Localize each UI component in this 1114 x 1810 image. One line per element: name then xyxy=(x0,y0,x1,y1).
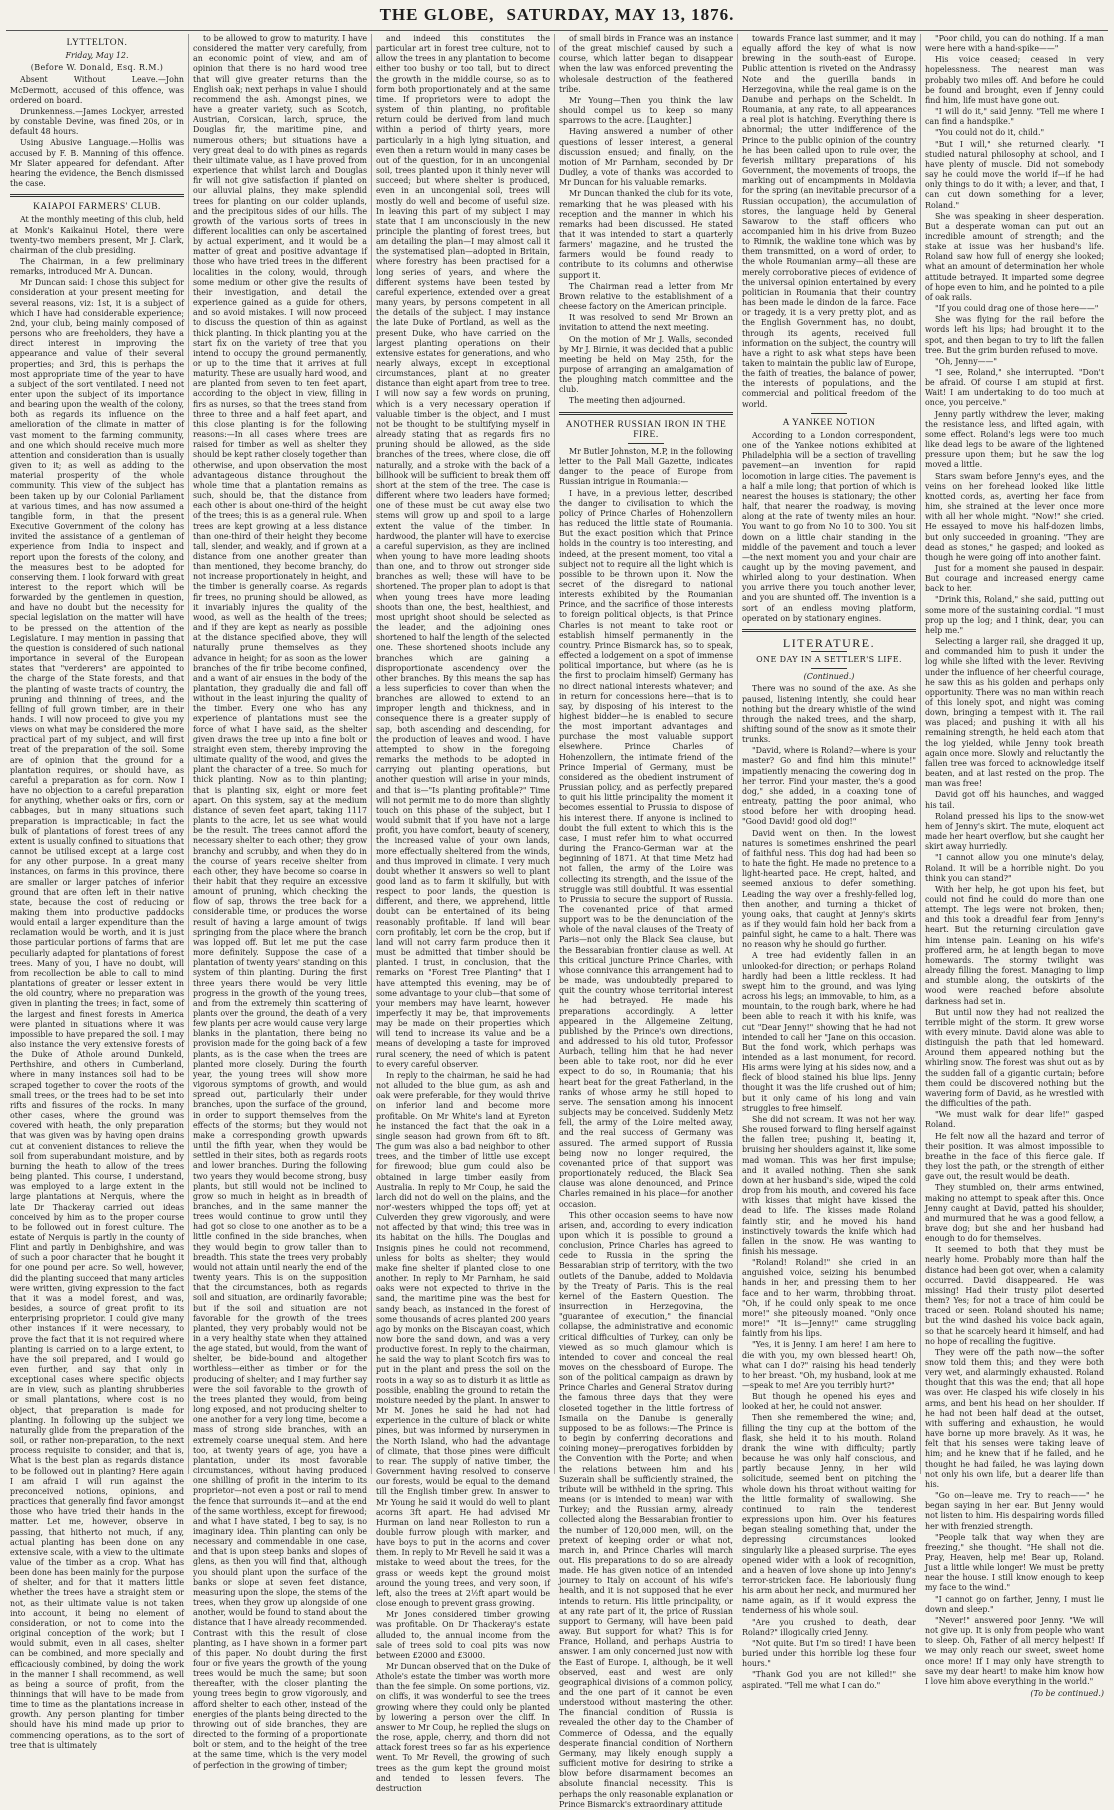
paragraph: "I cannot allow you one minute's delay, Roland. It will be a horrible night. Do you think you can stand?" xyxy=(925,853,1104,883)
columns xyxy=(6,34,1108,1809)
paragraph: to be allowed to grow to maturity. I have considered the matter very carefully, from an economic point of view, and am of opinion that there is no hard wood tree that will give greater returns than the English oak; next perhaps in value I should recommend the ash. Amongst pines, we have a greater variety, such as Scotch, Austrian, Corsican, larch, spruce, the Douglas fir, the maritime pine, and numerous others; but situations have a very great deal to do with pines as regards their ultimate value, as I have proved from experience that whilst larch and Douglas fir will not give satisfaction if planted on our alluvial plains, they make splendid trees for planting on our colder uplands, and the precipitous sides of our hills. The growth of the various sorts of trees in different localities can only be ascertained by actual experiment, and it would be a matter of great and positive advantage if those who have tried trees in the different localities in the colony, would, through some medium or other give the results of their investigation, and detail the experience gained as a guide for others, and so avoid mistakes. I will now proceed to discuss the question of thin as against thick planting. In thick planting you at the start fix on the variety of tree that you intend to occupy the ground permanently, or up to the time that it arrives at full maturity. These are usually hard wood, and are planted from seven to ten feet apart, according to the object in view, filling in firs as nurses, so that the trees stand from three to three and a half feet apart, and this close planting is for the following reasons:—In all cases where trees are raised for timber as well as shelter they should be kept rather closely together than otherwise, and upon observation the most advantageous distance throughout the whole time that a plantation remains as such, should be, that the distance from each other is about one-third of the height of the trees; this is as a general rule. When trees are kept growing at a less distance than one-third of their height they become tall, slender, and weakly, and if grown at a distance from one another greater than than mentioned, they become branchy, do not increase proportionately in height, and the timber is generally coarse. As regards fir trees, no pruning should be allowed, as it invariably injures the quality of the wood, as well as the health of the trees; and if they are kept as nearly as possible at the distance specified above, they will naturally prune themselves as they advance in height; for as soon as the lower branches of the fir tribe become confined, and a want of air ensues in the body of the plantation, they gradually die and fall off without in the least injuring the quality of the timber. Every one who has any experience of plantations must see the force of what I have said, as the shelter given draws the tree up into a fine bolt or straight even stem, thereby improving the ultimate quality of the wood, and gives the plant the character of a tree. So much for thick planting. Now as to thin planting; that is planting six, eight or more feet apart. On this system, say at the medium distance of seven feet apart, taking 1117 plants to the acre, let us see what would be the result. The trees cannot afford the necessary shelter to each other; they grow branchy and scrubby, and when they do in the course of years receive shelter from each other, they have become so coarse in their habit that they require an excessive amount of pruning, which checking the flow of sap, throws the tree back for a considerable time, or produces the worse result of having a large amount of twigs springing from the place where the branch was lopped off. But let me put the case more definitely. Suppose the case of a plantation of twenty years' standing on this system of thin planting. During the first three years there would be very little progress in the growth of the young trees, and from the extremely thin scattering of plants over the ground, the death of a very few plants per acre would cause very large blanks in the plantation, there being no provision made for the going back of a few plants, as is the case when the trees are planted more closely. During the fourth year, the young trees will show more vigorous symptoms of growth, and would spread out, particularly their under branches, upon the surface of the ground, in order to support themselves from the effects of the storms; but they would not make a corresponding growth upwards until the fifth year, when they would be settled in their sites, both as regards roots and lower branches. During the following two years they would become strong, busy plants, but still would not be inclined to grow so much in height as in breadth of branches, and in the same manner the trees would continue to grow until they had got so close to one another as to be a little confined in the side branches, when they would begin to grow taller than to breadth. This state the trees very probably would not attain until nearly the end of the twenty years. This is on the supposition that the circumstances, both as regards soil and situation, are ordinarily favorable; but if the soil and situation are not favorable for the growth of the trees planted, they very probably would not be in a very healthy state when they attained the age stated, but would, from the want of shelter, be bide-bound and altogether worthless—either as timber or for the producing of shelter; and I may further say were the soil favorable to the growth of the trees planted they would, from being long exposed, and not producing shelter to one another for a very long time, become a mass of strong side branches, with an extremely coarse unequal stem. And here too, at twenty years of age, you have a plantation, under its most favorable circumstances, without having produced one shilling of profit in the interim to its proprietor—not even a post or rail to mend the fence that surrounds it—and at the end of the same worthless, except for firewood; and what I have stated, I beg to say, is no imaginary idea. Thin planting can only be necessary and commendable in one case, and that is upon steep banks and slopes of glens, as then you will find that, although you should plant upon the surface of the banks or slope at seven feet distance, measuring upon the slope, the stems of the trees, when they grow up alongside of one another, would be found to stand about the distance that I have already recommended. Contrast with this the result of close planting, as I have shown in a former part of this paper. No doubt during the first four or five years the growth of the young trees would be much the same; but soon thereafter, with the closer planting the young trees begin to grow vigorously, and afford shelter to each other, instead of the energies of the plants being directed to the throwing out of side branches, they are directed to the forming of a proportionate bolt or stem, and to the height of the tree at the same time, which is the very model of perfection in the growing of timber; xyxy=(193,34,367,1770)
short-rule xyxy=(628,443,664,444)
masthead xyxy=(0,0,1114,30)
section-divider xyxy=(10,194,184,197)
paragraph: Mr Duncan observed that on the Duke of Athole's estate the timber was worth more than the fee simple. On some portions, viz. on cliffs, it was wonderful to see the trees growing where they could only be planted by lowering a person over the cliff. In answer to Mr Coup, he replied the slugs on the rose, apple, cherry, and thorn did not attack forest trees so far as his experience went. To Mr Revell, the growing of such trees as the gum kept the ground moist and tended to lessen fevers. The destruction xyxy=(376,1662,550,1793)
paragraph: On the motion of Mr J. Walls, seconded by Mr J. Birnie, it was decided that a public meeting be held on May 25th, for the purpose of arranging an amalgamation of the ploughing match committee and the club. xyxy=(559,334,733,395)
paragraph: According to a London correspondent, one of the Yankee notions exhibited at Philadelphia will be a section of travelling pavement—an invention for rapid locomotion in large cities. The pavement is a half a mile long; that portion of which is nearest the houses is stationary; the other half, that nearer the roadway, is moving along at the rate of twenty miles an hour. You want to go from No 10 to 300. You sit down on a little chair standing in the middle of the pavement and touch a lever—the next moment you and your chair are caught up by the moving pavement, and whirled along to your destination. When you arrive there you touch another lever, and you are shunted off. The invention is a sort of an endless moving platform, operated on by stationary engines. xyxy=(742,430,916,623)
paragraph: Then she remembered the wine; and, filling the tiny cup at the bottom of the flask, she held it to his mouth. Roland drank the wine with difficulty; partly because he was only half conscious, and partly because Jenny, in her wild solicitude, seemed bent on pitching the whole down his throat without waiting for the little formality of swallowing. She continued to rain the tenderest expressions upon him. Over his features began stealing something that, under the depressing circumstances looked singularly like a pleased surprise. The eyes opened wider with a look of recognition, and a heaven of love shone up into Jenny's terror-stricken face. He laboriously flung his arm about her neck, and murmured her name again, as if it would express the tenderness of his whole soul. xyxy=(742,1413,916,1616)
paragraph: "Poor child, you can do nothing. If a man were here with a hand-spike——" xyxy=(925,34,1104,54)
paragraph: She was flying for the rail before the words left his lips; had brought it to the spot, and then began to try to lift the fallen tree. But the grim burden refused to move. xyxy=(925,315,1104,355)
masthead-rule xyxy=(6,30,1108,31)
masthead-title: THE GLOBE, xyxy=(379,5,495,24)
section-divider xyxy=(559,412,733,415)
paragraph: She was speaking in sheer desperation. But a desperate woman can put out an incredible amount of strength; and the stake at issue was her husband's life. Roland saw how full of energy she looked; what an amount of determination her whole attitude betrayed. It imparted some degree of hope even to him, and he pointed to a pile of oak rails. xyxy=(925,211,1104,302)
paragraph: The Chairman, in a few preliminary remarks, introduced Mr A. Duncan. xyxy=(10,256,184,277)
paragraph: Selecting a larger rail, she dragged it up, and commanded him to push it under the log while she lifted with the lever. Reviving under the influence of her cheerful courage, he saw this as his golden and perhaps only opportunity. There was no man within reach of this lonely spot, and night was coming down, bringing a tempest with it. The rail was placed; and pushing it with all his remaining strength, he held each atom that the log yielded, while Jenny took breath again once more. Slowly and reluctantly the fallen tree was forced to acknowledge itself beaten, and at last rested on the prop. The man was free! xyxy=(925,637,1104,789)
paragraph: of small birds in France was an instance of the great mischief caused by such a course, which latter began to disappear when the law was enforced preventing the wholesale destruction of the feathered tribe. xyxy=(559,34,733,94)
paragraph: "I will do it," said Jenny. "Tell me where I can find a handspike." xyxy=(925,107,1104,127)
short-rule xyxy=(811,413,847,414)
paragraph: It was resolved to send Mr Brown an invitation to attend the next meeting. xyxy=(559,313,733,333)
paragraph: His voice ceased; ceased in very hopelessness. The nearest man was probably two miles off. And before he could be found and brought, even if Jenny could find him, life must have gone out. xyxy=(925,55,1104,105)
column-6 xyxy=(921,34,1108,1698)
masthead-date: SATURDAY, MAY 13, 1876. xyxy=(506,5,735,24)
paragraph: "Drink this, Roland," she said, putting out some more of the sustaining cordial. "I must prop up the log; and I think, dear, you can help me." xyxy=(925,595,1104,635)
section-heading: A YANKEE NOTION xyxy=(782,417,876,428)
paragraph: He felt now all the hazard and terror of their position. It was almost impossible to breathe in the face of this fierce gale. If they lost the path, or the strength of either gave out, the result would be death. xyxy=(925,1131,1104,1182)
paragraph: But until now they had not realized the terrible might of the storm. It grew worse with every minute. David alone was able to distinguish the path that led homeward. Around them appeared nothing but the whirling snow. The forest was shut out as by the sudden fall of a gigantic curtain; before them could be discovered nothing but the wavering form of David, as he wrestled with the difficulties of the path. xyxy=(925,1007,1104,1109)
paragraph: and indeed this constitutes the particular art in forest tree culture, not to allow the trees in any plantation to become either too bushy or too tall, but to direct the growth in the middle course, so as to form both proportionately and at the same time. If proprietors were to adopt the system of thin planting, no profitable return could be derived from land much within a period of thirty years, more particularly in a high lying situation, and even then a return would in many cases be out of the question, for in an uncongenial soil, trees planted upon it thinly never will succeed; but where shelter is produced, even in an uncongenial soil, trees will mostly do well and become of useful size. In leaving this part of my subject I may state that I am unconsciously in the new principle the planting of forest trees, but am detailing the plan—I may almost call it the systematised plan—adopted in Britain, where forestry has been practised for a long series of years, and where the different systems have been tested by careful experience, extended over a great many years, by persons competent in all the details of the subject. I may instance the late Duke of Portland, as well as the present Duke, who have carried on the largest planting operations on their extensive estates for generations, and who nearly always, except in exceptional circumstances, plant at no greater distance than eight apart from tree to tree. I will now say a few words on pruning, which is a very necessary operation if valuable timber is the object, and I must not be thought to be stultifying myself in already stating that as regards firs no pruning should be allowed, as the side branches of the trees, where close, die off naturally, and a stroke with the back of a billhook will be sufficient to break them off short at the stem of the tree. The case is different where two leaders have formed; one of these must be cut away else two stems will grow up and spoil to a large extent the value of the timber. In hardwood, the planter will have to exercise a careful supervision, as they are inclined when young to have more leading shoots than one, and to throw out stronger side branches as well; these will have to be shortened. The proper plan to adopt is that when young trees have more leading shoots than one, the best, healthiest, and most upright shoot should be selected as the leader, and the adjoining ones shortened to half the length of the selected one. These shortened shoots include any branches which are gaining a disproportionate ascendency over the other branches. By this means the sap has a less superficies to cover than when the branches are allowed to extend to an improper length and thickness, and in consequence there is a greater supply of sap, both ascending and descending, for the production of leaves and wood. I have attempted to show in the foregoing remarks the methods to be adopted in carrying out planting operations, but another question will arise in your minds, and that is—"Is planting profitable?" Time will not permit me to do more than slightly touch on this phase of the subject, but I would submit that if you have not a large profit, you have comfort, beauty of scenery, the increased value of your own lands, more effectually sheltered from the winds, and thus improved in climate. I very much doubt whether it answers so well to plant good land as to farm it skilfully, but with respect to poor lands, the question is different, and there, we apprehend, little doubt can be entertained of its being reasonably profitable. If land will bear corn profitably, let corn be the crop, but if land will not carry farm produce then it must be admitted that timber should be planted. I trust, in conclusion, that the remarks on "Forest Tree Planting" that I have attempted this evening, may be of some advantage to your club—that some of your members may have learnt, however imperfectly it may be, that improvements may be made on their properties which will tend to increase its value and be a means of developing a taste for improved rural scenery, the need of which is patent to every careful observer. xyxy=(376,34,550,1069)
paragraph: But though he opened his eyes and looked at her, he could not answer. xyxy=(742,1392,916,1412)
paragraph: Jenny partly withdrew the lever, making the resistance less, and lifted again, with some effect. Roland's legs were too much like dead legs to be aware of the lightened pressure upon them; but he saw the log moved a little. xyxy=(925,409,1104,470)
paragraph: "David, where is Roland?—where is your master? Go and find him this minute!" impatiently menacing the cowering dog in her terror. Find your master, the's a good dog," she added, in a coaxing tone of entreaty, patting the poor animal, who stood before her with drooping head. "Good David! good old dog!" xyxy=(742,746,916,827)
paragraph: With her help, he got upon his feet, but could not find he could do more than one attempt. The legs were not broken, then; and this took a dreadful fear from Jenny's heart. But the returning circulation gave him intense pain. Leaning on his wife's proffered arm, he at length began to move homewards. The stormy twilight was already filling the forest. Managing to limp and stumble along, the outskirts of the wood were reached before absolute darkness had set in. xyxy=(925,884,1104,1006)
story-title: ONE DAY IN A SETTLER'S LIFE. xyxy=(756,655,902,665)
paragraph: This other occasion seems to have now arisen, and, according to every indication upon which it is possible to ground a conclusion, Prince Charles has agreed to cede to Russia in the spring the Bessarabian strip of territory, with the two outlets of the Danube, added to Moldavia by the Treaty of Paris. This is the real kernel of the Eastern Question. The insurrection in Herzegovina, the "guarantee of execution," the financial collapse, the administrative and economic critical difficulties of Turkey, can only be viewed as so much glamour which is intended to cover and conceal the real moves on the chessboard of Europe. The son of the political campaign as drawn by Prince Charles and General Stratov during the famous three days that they were closeted together in the little fortress of Ismaila on the Danube is generally supposed to be as follows:—The Prince is to begin by conferring decorations and coining money—prerogatives forbidden by the Convention with the Porte; and when the relations between him and his Suzerain shall be sufficiently strained, the tribute will be withheld in the spring. This means (or is intended to mean) war with Turkey; and the Russian army, already collected along the Bessarabian frontier to the number of 120,000 men, will, on the pretext of keeping order or what not, march in, and Prince Charles will march out. His preparations to do so are already made. He has given notice of an intended journey to Italy on account of his wife's health, and it is not supposed that he ever intends to return. His little principality, or at any rate part of it, the price of Russian support to Germany, will have been paid away. But support for what? This is for France, Holland, and perhaps Austria to answer. I am only concerned just now with the East of Europe. I, although, be it well observed, east and west are only geographical divisions of a common policy, and the one part of it cannot be even understood without mastering the other. The financial condition of Russia is revealed the other day to the Chamber of Commerce of Odessa, and the equally desperate financial condition of Northern Germany, may likely enough supply a sufficient motive for desiring to strike a blow before disarmament becomes an absolute financial necessity. This is perhaps the only reasonable explanation or Prince Bismarck's extraordinary attitude xyxy=(559,1210,733,1809)
section-date: Friday, May 12. xyxy=(65,51,129,61)
short-rule xyxy=(811,651,847,652)
column-4 xyxy=(555,34,738,1809)
paragraph: They were off the path now—the softer snow told them this; and they were both very wet, and alarmingly exhausted. Roland thought that this was the end; that all hope was over. He clasped his wife closely in his arms, and bent his head on her shoulder. If he had not been half dead at the outset, with suffering and exhaustion, he would have borne up more bravely. As it was, he felt that his senses were taking leave of him; and he knew that if he failed, and he thought he had failed, he was laying down not only his own life, but a dearer life than his. xyxy=(925,1347,1104,1489)
paragraph: "Not quite. But I'm so tired! I have been buried under this horrible log these four hours." xyxy=(742,1638,916,1669)
paragraph: Mr Butler Johnston, M.P, in the following letter to the Pall Mall Gazette, indicates danger to the peace of Europe from Russian intrigue in Roumania:— xyxy=(559,446,733,487)
column-5 xyxy=(738,34,921,1690)
to-be-continued: (To be continued.) xyxy=(1030,1689,1104,1698)
paragraph: There was no sound of the axe. As she paused, listening intently, she could hear nothing but the dreary whistle of the wind through the naked trees, and the sharp, shifting sound of the snow as it smote their trunks. xyxy=(742,684,916,745)
column-2 xyxy=(189,34,372,1770)
section-heading: ANOTHER RUSSIAN IRON IN THE FIRE. xyxy=(565,419,727,440)
paragraph: The meeting then adjourned. xyxy=(569,396,686,406)
paragraph: "I cannot go on farther, Jenny, I must lie down and sleep." xyxy=(925,1594,1104,1614)
paragraph: "If you could drag one of those here——" xyxy=(935,304,1099,314)
paragraph: Stars swam before Jenny's eyes, and the veins on her forehead looked like little knotted cords, as, averting her face from him, she strained at the lever once more with all her whole might. "Now!" she cried. He essayed to move his half-dozen limbs, but only succeeded in groaning. "They are dead as stones," he gasped; and looked as though he were going off into another faint. xyxy=(925,471,1104,562)
section-bench: (Before W. Donald, Esq. R.M.) xyxy=(30,63,164,73)
paragraph: towards France last summer, and it may equally afford the key of what is now brewing in the south-east of Europe. Public attention is riveted on the Andrassy Note and the guerilla bands in Herzegovina, while the real game is on the Danube and perhaps on the Scheldt. In Roumania, at any rate, to all appearances a real plot is hatching. Everything there is abnormal; the utter indifference of the Prince to the public opinion of the country he has been called upon to rule over, the feverish military preparations of his Government, the movements of troops, the marking out of encampments in Moldavia for the spring (an inevitable precursor of a Russian occupation), the accumulation of stores, the language held by General Sawarow to the staff officers who accompanied him in his drive from Buzeo to Rimnik, the wakline tone which was by them transmitted, on a word of order, to the whole Roumanian army—all these are merely corroborative pieces of evidence of the universal opinion entertained by every politician in Roumania that their country has been made le dindon de la farce. Face or tragedy, it is a very pretty plot, and as the English Government has, no doubt, through its agents, received full information on the subject, the country will have a right to ask what steps have been taken to maintain the public law of Europe, the faith of treaties, the balance of power, the interests of populations, and the commercial and political freedom of the world. xyxy=(742,34,916,409)
paragraph: Using Abusive Language.—Hollis was accused by F. B. Manning of this offence. Mr Slater appeared for defendant. After hearing the evidence, the Bench dismissed the case. xyxy=(10,138,184,189)
paragraph: "Are you crushed to death, dear Roland?" illogically cried Jenny. xyxy=(742,1617,916,1637)
section-heading: LITERATURE. xyxy=(782,635,876,650)
short-rule xyxy=(811,668,847,669)
paragraph: I have, in a previous letter, described the danger to civilisation to which the policy of Prince Charles of Hohenzollern has reduced the little state of Roumania. But the exact position which that Prince holds in the country is too interesting, and indeed, at the present moment, too vital a subject not to require all the light which is possible to be thrown upon it. Now the secret of the disregard to national interests exhibited by the Roumanian Prince, and the sacrifice of those interests to foreign political objects, is that Prince Charles is not meant to take root or establish himself permanently in the country. Prince Bismarck has, so to speak, effected a lodgement on a spot of immense political importance, but where (as he is the first to proclaim himself) Germany has no direct national interests whatever; and in return for concessions here—that is to say, by disposing of his interest to the highest bidder—he is enabled to secure the most important advantages and purchase the most valuable support elsewhere. Prince Charles of Hohenzollern, the intimate friend of the Prince Imperial of Germany, must be considered as the obedient instrument of Prussian policy, and as perfectly prepared to quit his little principality the moment it becomes essential to Prussia to dispose of his interest there. If anyone is inclined to doubt the full extent to which this is the case, I must refer him to what occurred during the Franco-German war at the beginning of 1871. At that time Metz had not fallen, the army of the Loire was collecting its strength, and the issue of the struggle was still doubtful. It was essential to Prussia to secure the support of Russia. The covenanted price of that armed support was to be the denunciation of the whole of the naval clauses of the Treaty of Paris—not only the Black Sea clause, but the Bessarabian frontier clause as well. At this critical juncture Prince Charles, with whose connivance this arrangement had to be made, was undoubtedly prepared to quit the country whose territorial interest he had betrayed. He made his preparations accordingly. A letter appeared in the Allgemeine Zeitung, published by the Prince's own directions, and addressed to his old tutor, Professor Aurbach, telling him that he had never been able to take root, nor did he ever expect to do so, in Roumania; that his heart beat for the great Fatherland, in the ranks of whose army he still hoped to serve. The sensation among his innocent subjects may be conceived. Suddenly Metz fell, the army of the Loire melted away, and the real success of Germany was assured. The armed support of Russia being now no longer required, the covenanted price of that support was proportionately reduced, the Black Sea clause was alone denounced, and Prince Charles remained in his place—for another occasion. xyxy=(559,488,733,1209)
column-1 xyxy=(6,34,189,1750)
paragraph: Having answered a number of other questions of lesser interest, a general discussion ensued; and finally, on the motion of Mr Parnham, seconded by Dr Dudley, a vote of thanks was accorded to Mr Duncan for his valuable remarks. xyxy=(559,127,733,188)
paragraph: Absent Without Leave.—John McDermott, accused of this offence, was ordered on board. xyxy=(10,75,184,105)
paragraph: Just for a moment she paused in despair. But courage and increased energy came back to her. xyxy=(925,563,1104,594)
paragraph: Mr Jones considered timber growing was profitable. On Dr Thackeray's estate alluded to, the annual income from the sale of trees sold to coal pits was now between £2000 and £3000. xyxy=(376,1610,550,1660)
section-divider xyxy=(742,629,916,632)
paragraph: They stumbled on, their arms entwined, making no attempt to speak after this. Once Jenny caught at David, patted his shoulder, and murmured that he was a good fellow, a brave dog; but she and her husband had enough to do for themselves. xyxy=(925,1183,1104,1244)
paragraph: "Thank God you are not killed!" she aspirated. "Tell me what I can do." xyxy=(742,1670,916,1690)
paragraph: Roland pressed his lips to the snow-wet hem of Jenny's skirt. The mute, eloquent act made her heart overflow, but she caught her skirt away hurriedly. xyxy=(925,811,1104,852)
paragraph: "People talk that way when they are freezing," she thought. "He shall not die. Pray, Heaven, help me! Bear up, Roland. Just a little while longer! We must be pretty near the house. I still know enough to keep my face to the wind." xyxy=(925,1532,1104,1593)
paragraph: She did not scream. It was not her way. She roused forward to fling herself against the fallen tree; pushing it, beating it, bruising her shoulders against it, like some mad woman. This was her first impulse; and it availed nothing. Then she sank down at her husband's side, wiped the cold drop from his mouth, and covered his face with kisses that might have kissed the dead to life. The kisses made Roland faintly stir, and he moved his hand instinctively towards the knife which had fallen in the snow. He was wanting to finish his message. xyxy=(742,1114,916,1256)
section-heading: LYTTELTON. xyxy=(66,38,128,48)
paragraph: Mr Young—Then you think the law should compel us to keep so many sparrows to the acre. [Laughter.] xyxy=(559,95,733,126)
paragraph: "Oh, Jenny——" xyxy=(935,356,998,366)
paragraph: In reply to the chairman, he said he had not alluded to the blue gum, as ash and oak were preferable, for they would thrive on inferior land and become more profitable. On Mr White's land at Eyreton he instanced the fact that the oak in a single season had grown from 6ft to 8ft. The gum was also a bad neighbor to other trees, and the timber of little use except for firewood; blue gum could also be obtained in large timber easily from Australia. In reply to Mr Coup, he said the larch did not do well on the plains, and the nor'-westers whipped the tops off; yet at Culverden they grew vigorously, and were not affected by that wind; this tree was in its habitat on the hills. The Douglas and Insignis pines he could not recommend, unless for bolts as shelter; they would make fine shelter if planted close to one another. In reply to Mr Parnham, he said oaks were not expected to thrive in the sand, the maritime pine was the best for sandy beach, as instanced in the forest of some thousands of acres planted 200 years ago by monks on the Biscayan coast, which now bore the sand down, and was a very productive forest. In reply to the chairman, he said the way to plant Scotch firs was to put in the plant and press the soil on the roots in a way so as to disturb it as little as possible, enabling the ground to retain the moisture needed by the plant. In answer to Mr M. Jones he said he had not had experience in the culture of black or white pines, but was informed by nurserymen in the North Island, who had the advantage of climate, that those pines were difficult to rear. The supply of native timber, the Government having resolved to conserve our forests, would be equal to the demand till the English timber grew. In answer to Mr Young he said it would do well to plant acorns 3ft apart. He had advised Mr Hurman on land near Rolleston to run a double furrow plough with marker, and have boys to put in the acorns and cover them. In reply to Mr Revell he said it was a mistake to weed about the trees, for the grass or weeds kept the ground moist around the young trees, and very soon, if left, also the trees at 2½ft apart would be close enough to prevent grass growing. xyxy=(376,1070,550,1609)
paragraph: "Yes, it is Jenny. I am here! I am here to die with you, my own blessed heart! Oh, what can I do?" raising his head tenderly to her breast. "Oh, my husband, look at me—speak to me! Are you terribly hurt?" xyxy=(742,1340,916,1390)
paragraph: The Chairman read a letter from Mr Brown relative to the establishment of a cheese factory on the American principle. xyxy=(559,281,733,312)
paragraph: David got off his haunches, and wagged his tail. xyxy=(925,790,1104,810)
paragraph: Drunkenness.—James Lockyer, arrested by constable Devine, was fined 20s, or in default 48 hours. xyxy=(10,106,184,137)
paragraph: Mr Duncan thanked the club for its vote, remarking that he was pleased with his reception and the manner in which his remarks had been discussed. He stated that it was intended to start a quarterly farmers' magazine, and he trusted the farmers would be found ready to contribute to its columns and otherwise support it. xyxy=(559,189,733,280)
paragraph: At the monthly meeting of this club, held at Monk's Kaikainui Hotel, there were twenty-two members present, Mr J. Clark, chairman of the club presiding. xyxy=(10,215,184,255)
paragraph: "You could not do it, child." xyxy=(935,128,1045,138)
paragraph: A tree had evidently fallen in an unlooked-for direction; or perhaps Roland hardly had been a little reckless. It had swept him to the ground, and was lying across his legs; an immovable, to him, as a mountain, to the rough bark, where he had been able to reach it with his knife, was cut "Dear Jenny!" showing that he had not intended to call her "Jane on this occasion. But the fond work, which perhaps was intended as a last monument, for record. His arms were lying at his sides now, and a fleck of blood stained his blue lips. Jenny thought it was the life crushed out of him; but it only came of his long and vain struggles to free himself. xyxy=(742,951,916,1113)
paragraph: "Roland! Roland!" she cried in an anguished voice, seizing his benumbed hands in her, and pressing them to her face and to her warm, throbbing throat. "Oh, if he could only speak to me once more!" she piteously moaned. "Only once more!" "It is—Jenny!" came struggling faintly from his lips. xyxy=(742,1258,916,1339)
paragraph: It seemed to both that they must be nearly home. Probably more than half the distance had been got over, when a calamity occurred. David disappeared. He was missing! Had their trusty pilot deserted them? Yes; for not a trace of him could be traced or seen. Roland shouted his name; but the wind dashed his voice back again, so that he scarcely heard it himself, and had no hope of recalling the fugitive. xyxy=(925,1245,1104,1346)
paragraph: "We must walk for dear life!" gasped Roland. xyxy=(925,1110,1104,1130)
column-3 xyxy=(372,34,555,1793)
paragraph: David went on then. In the lowest natures is sometimes enshrined the pearl of faithful ness. This dog had had been so to hate the fight. He made no pretence to a light-hearted pace. He crept, halted, and seemed anxious to defer something. Leading the way over a freshly-felled log, then another, and turning a thicket of young oaks, that caught at Jenny's skirts as if they would fain hold her back from a painful sight, he came to a halt. There was no reason why he should go further. xyxy=(742,828,916,950)
paragraph: Mr Duncan said: I chose this subject for consideration at your present meeting for several reasons, viz: 1st, it is a subject of which I have had considerable experience; 2nd, your club, being mainly composed of persons who are freeholders, they have a direct interest in improving the appearance and value of their several properties; and 3rd, this is perhaps the most appropriate time of the year to have a subject of the sort ventilated. I need not enter upon the subject of its importance and bearing upon the wealth of the colony, both as regards its influence on the amelioration of the climate in matter of vast moment to the farming community, and one which should receive much more attention and consideration than is usually given to it; as well as adding to the material prosperity of the whole community. This view of the subject has been taken up by our Colonial Parliament at various times, and has now assumed a tangible form, in that the present Executive Government of the colony has invited the assistance of a gentleman of experience from India to inspect and report upon the forests of the colony, and the measures best to be adopted for conserving them. I look forward with great interest to the report which will be forwarded by the gentlemen in question, and have no doubt but the necessity for special legislation on the matter will have to be pressed on the attention of the Legislature. I may mention in passing that the question is considered of such national importance in several of the European states that "verderers" are appointed to the charge of the State forests, and that the planting of waste tracts of country, the pruning and thinning of trees, and the felling of full grown timber, are in their hands. I will now proceed to give you my views on what may be considered the more practical part of my subject, and will first treat of the preparation of the soil. Some are of opinion that the ground for a plantation requires, or should have, as careful a preparation as for corn. Now I have no objection to a careful preparation for anything, whether oaks or firs, corn or cabbages, but in many situations such preparation is impracticable; in fact the bulk of plantations of forest trees of any extent is usually confined to situations that cannot be utilised except at a large cost for any other purpose. In a great many instances, on farms in this province, there are smaller or larger patches of inferior ground that are often left in their native state, because the cost of reducing or making them into productive paddocks would entail a larger expenditure than the reclamation would be worth, and it is just those particular portions of farms that are peculiarly adapted for plantations of forest trees. Many of you, I have no doubt, will from recollection be able to call to mind plantations of greater or lesser extent in the old country, where no preparation was given in planting the trees; in fact, some of the largest and finest forests in America were planted in situations where it was impossible to have prepared the soil. I may also instance the very extensive forests of the Duke of Athole around Dunkeld, Perthshire, and others in Cumberland, where in many instances soil had to be scraped together to cover the roots of the small trees, or the trees had to be set into rifts and fissures of the rocks. In many other cases, where the ground was covered with heath, the only preparation that was given was by having open drains cut at convenient distances to relieve the soil from superabundant moisture, and by burning the heath to allow of the trees being planted. This course, I understand, was employed to a large extent in the large plantations at Nerquis, where the late Dr Thackeray carried out ideas conceived by him as to the proper course to be followed out in forest culture. The estate of Nerquis is partly in the county of Flint and partly in Denbighshire, and was of such a poor character that he bought it for one pound per acre. So well, however, did the planting succeed that many articles were written, giving expression to the fact that it was a model forest, and was, besides, a source of great profit to its enterprising proprietor. I could give many other instances if it were necessary, to prove the fact that it is not required where planting is carried on to a large extent, to have the soil prepared, and I would go even further, and say that only in exceptional cases where specific objects are in view, such as planting shrubberies or small plantations, where cost is no object, that preparation is made for planting. In following up the subject we naturally glide from the preparation of the soil, or rather non-preparation, to the next process requisite to consider, and that is, What is the best plan as regards distance to be followed out in planting? Here again I am afraid I will run against the preconceived notions, opinions, and practices that generally find favor amongst those who have tried their hands in the matter. Let me, however, observe in passing, that hitherto not much, if any, actual planting has been done on any extensive scale, with a view to the ultimate value of the timber as a crop. What has been done has been mainly for the purpose of shelter, and for that it matters little whether the trees have a straight stem or not, as their ultimate value is not taken into account, it being no element of consideration, or not to come into the original conception of the work; but I would submit, even in all cases, shelter can be combined, and more specially and efficaciously combined, by doing the work in the manner I shall recommend, as well as being a source of profit, from the thinnings that will have to be made from time to time as the plantations increase in growth. Any person planting for timber should have his mind made up prior to commencing operations, as to the sort of tree that is ultimately xyxy=(10,278,184,1750)
paragraph: "I see, Roland," she interrupted. "Don't be afraid. Of course I am stupid at first. Wait! I am undertaking to do too much at once, you perceive." xyxy=(925,368,1104,408)
paragraph: "Go on—leave me. Try to reach——" he began saying in her ear. But Jenny would not listen to him. His despairing words filled her with frenzied strength. xyxy=(925,1491,1104,1531)
story-continued: (Continued.) xyxy=(803,672,855,682)
paragraph: "But I will," she returned clearly. "I studied natural philosophy at school, and I have plenty of muscle. Did not somebody say he could move the world if—if he had only things to do it with; a lever, and that, I can cut down something for a lever, Roland." xyxy=(925,139,1104,210)
section-heading: KAIAPOI FARMERS' CLUB. xyxy=(33,202,161,213)
paragraph: "Never!" answered poor Jenny. "We will not give up. It is only from people who want to sleep. Oh, Father of all mercy helpest! If we may only reach our sweet, sweet home once more! If I may only have strength to save my dear heart! to make him know how I love him above everything in the world." xyxy=(925,1615,1104,1686)
